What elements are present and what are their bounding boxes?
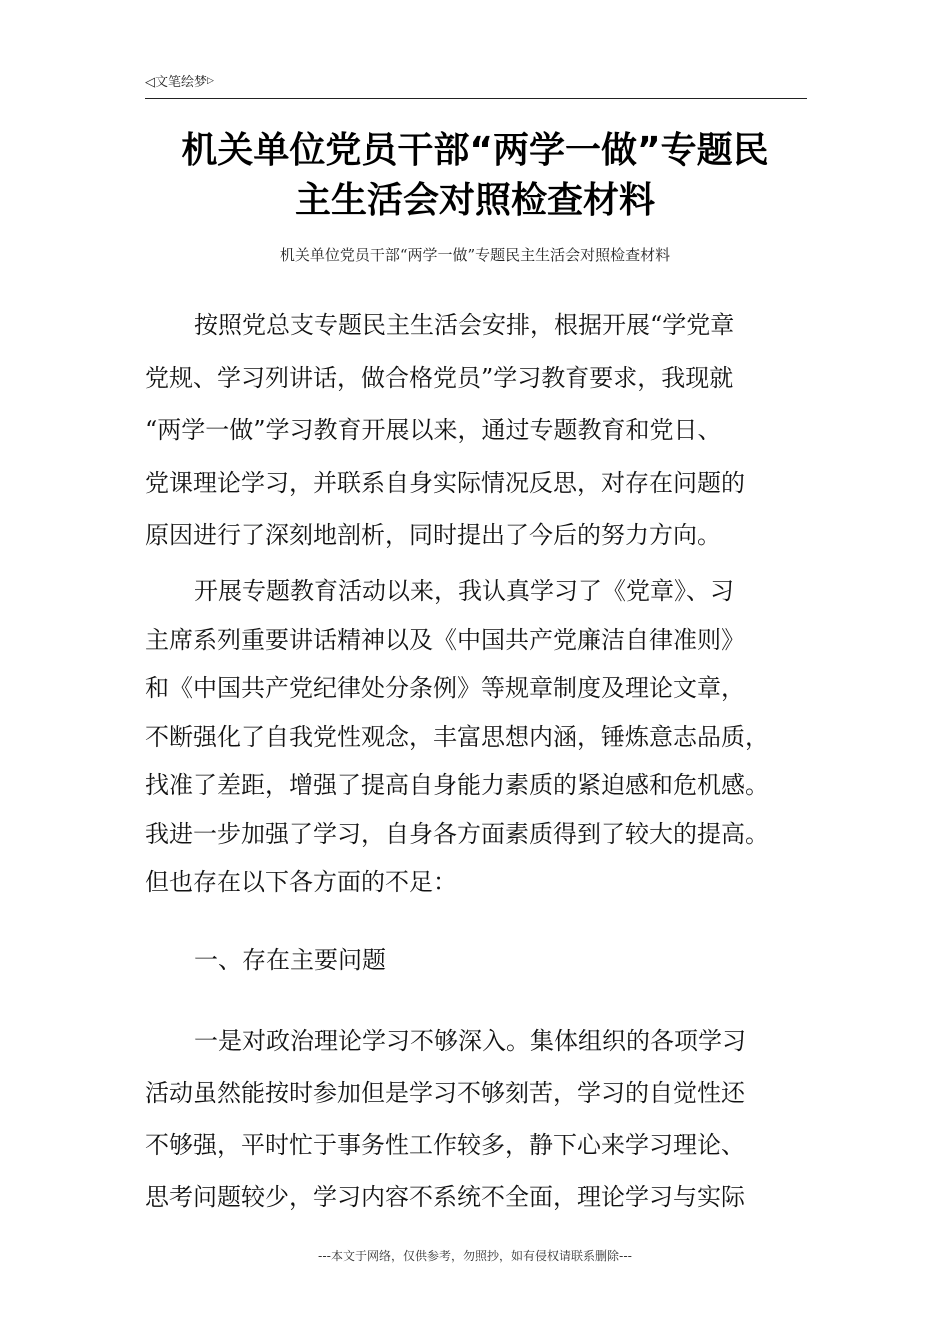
document-title <box>100 126 850 226</box>
text-line: 主席系列重要讲话精神以及《中国共产党廉洁自律准则》 <box>145 625 745 654</box>
brand-label <box>145 74 214 93</box>
text-line: 按照党总支专题民主生活会安排，根据开展“学党章 <box>194 311 735 339</box>
text-line: 不够强，平时忙于事务性工作较多，静下心来学习理论、 <box>145 1131 745 1159</box>
text-line: 找准了差距，增强了提高自身能力素质的紧迫感和危机感。 <box>145 771 769 799</box>
text-line: 党规、学习列讲话，做合格党员”学习教育要求，我现就 <box>145 363 734 392</box>
right-triangle-icon: ▷ <box>207 76 214 86</box>
page-header <box>145 74 807 99</box>
text-line: 和《中国共产党纪律处分条例》等规章制度及理论文章， <box>145 674 745 702</box>
paragraph-issue-one <box>145 1015 815 1223</box>
title-line: 机关单位党员干部“两学一做”专题民 <box>181 130 769 171</box>
text-line: 一是对政治理论学习不够深入。集体组织的各项学习 <box>194 1027 746 1055</box>
document-subtitle: 机关单位党员干部“两学一做”专题民主生活会对照检查材料 <box>279 246 671 264</box>
text-line: “两学一做”学习教育开展以来，通过专题教育和党日、 <box>145 416 722 444</box>
text-line: 不断强化了自我党性观念，丰富思想内涵，锤炼意志品质， <box>145 722 769 751</box>
paragraph-intro <box>145 299 815 562</box>
text-line: 活动虽然能按时参加但是学习不够刻苦，学习的自觉性还 <box>145 1079 745 1107</box>
text-line: 我进一步加强了学习，自身各方面素质得到了较大的提高。 <box>145 819 769 848</box>
text-line: 但也存在以下各方面的不足： <box>145 868 457 896</box>
text-line: 原因进行了深刻地剖析，同时提出了今后的努力方向。 <box>145 521 721 549</box>
text-line: 党课理论学习，并联系自身实际情况反思，对存在问题的 <box>145 468 745 497</box>
text-line: 思考问题较少，学习内容不系统不全面，理论学习与实际 <box>145 1183 745 1211</box>
text-line: 开展专题教育活动以来，我认真学习了《党章》、习 <box>194 577 734 605</box>
paragraph-study <box>145 567 815 907</box>
left-triangle-icon: ◁ <box>145 75 155 90</box>
heading-text: 一、存在主要问题 <box>194 946 386 974</box>
brand-text: 文笔绘梦 <box>155 75 208 90</box>
section-heading <box>145 940 815 980</box>
page-footer-note: ---本文于网络，仅供参考，勿照抄，如有侵权请联系删除--- <box>318 1249 632 1263</box>
title-line: 主生活会对照检查材料 <box>294 180 655 221</box>
